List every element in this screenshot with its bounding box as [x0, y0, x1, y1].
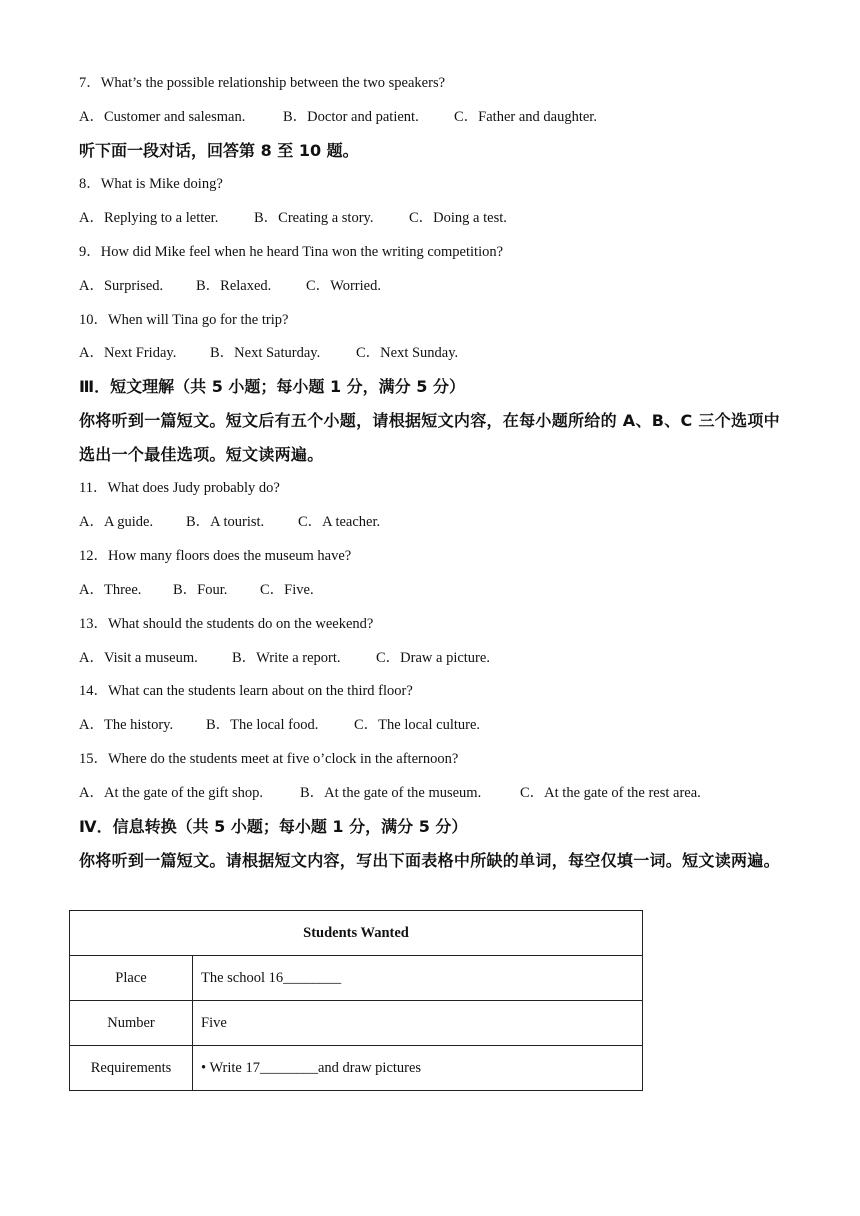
option-b: B．A tourist.	[186, 514, 265, 530]
options-15	[79, 783, 701, 803]
option-c: C．At the gate of the rest area.	[520, 785, 701, 801]
question-14: 14．What can the students learn about on the third floor?	[79, 683, 413, 699]
option-a: A．Customer and salesman.	[79, 109, 246, 125]
options-12	[79, 580, 314, 600]
question-10: 10．When will Tina go for the trip?	[79, 312, 289, 328]
options-14	[79, 715, 480, 735]
options-7	[79, 107, 597, 127]
table-title-row	[70, 911, 643, 956]
table-row	[70, 1046, 643, 1091]
options-10	[79, 343, 458, 363]
option-c: C．Worried.	[306, 278, 381, 294]
option-b: B．Write a report.	[232, 650, 341, 666]
option-a: A．Next Friday.	[79, 345, 177, 361]
option-a: A．Surprised.	[79, 278, 164, 294]
option-c: C．Five.	[260, 582, 314, 598]
option-a: A．A guide.	[79, 514, 154, 530]
option-c: C．The local culture.	[354, 717, 481, 733]
table-title: Students Wanted	[70, 911, 643, 956]
options-8	[79, 208, 507, 228]
row-value-place: The school 16________	[193, 956, 643, 1001]
question-12: 12．How many floors does the museum have?	[79, 548, 352, 564]
question-15: 15．Where do the students meet at five o’clock in the afternoon?	[79, 751, 459, 767]
table-row	[70, 956, 643, 1001]
row-key-place: Place	[70, 956, 193, 1001]
table-row	[70, 1001, 643, 1046]
option-b: B．Next Saturday.	[210, 345, 321, 361]
option-c: C．Father and daughter.	[454, 109, 597, 125]
option-c: C．Doing a test.	[409, 210, 507, 226]
question-8: 8．What is Mike doing?	[79, 176, 223, 192]
option-b: B．At the gate of the museum.	[300, 785, 482, 801]
option-b: B．The local food.	[206, 717, 319, 733]
option-a: A．Three.	[79, 582, 142, 598]
row-key-number: Number	[70, 1001, 193, 1046]
option-b: B．Four.	[173, 582, 228, 598]
question-9: 9．How did Mike feel when he heard Tina won the writing competition?	[79, 244, 504, 260]
students-wanted-table	[69, 910, 643, 1091]
options-13	[79, 648, 490, 668]
option-a: A．Replying to a letter.	[79, 210, 219, 226]
section-4-heading: Ⅳ．信息转换（共 5 小题；每小题 1 分，满分 5 分）	[79, 817, 468, 836]
question-11: 11．What does Judy probably do?	[79, 480, 280, 496]
option-b: B．Doctor and patient.	[283, 109, 419, 125]
option-b: B．Creating a story.	[254, 210, 374, 226]
option-b: B．Relaxed.	[196, 278, 272, 294]
question-7: 7．What’s the possible relationship between the two speakers?	[79, 75, 446, 91]
option-a: A．Visit a museum.	[79, 650, 198, 666]
option-a: A．The history.	[79, 717, 174, 733]
row-key-requirements: Requirements	[70, 1046, 193, 1091]
section-3-heading: Ⅲ．短文理解（共 5 小题；每小题 1 分，满分 5 分）	[79, 377, 465, 396]
options-11	[79, 512, 380, 532]
option-c: C．A teacher.	[298, 514, 381, 530]
option-c: C．Next Sunday.	[356, 345, 459, 361]
option-c: C．Draw a picture.	[376, 650, 490, 666]
question-13: 13．What should the students do on the weekend?	[79, 616, 374, 632]
options-9	[79, 276, 381, 296]
section-4-instruction: 你将听到一篇短文。请根据短文内容，写出下面表格中所缺的单词，每空仅填一词。短文读两遍。	[79, 851, 780, 870]
row-value-requirements: • Write 17________and draw pictures	[193, 1046, 643, 1091]
option-a: A．At the gate of the gift shop.	[79, 785, 264, 801]
section-3-instruction: 你将听到一篇短文。短文后有五个小题，请根据短文内容，在每小题所给的 A、B、C 三个选项中选出一个最佳选项。短文读两遍。	[79, 411, 780, 464]
row-value-number: Five	[193, 1001, 643, 1046]
instruction-8-10: 听下面一段对话，回答第 8 至 10 题。	[79, 141, 359, 160]
